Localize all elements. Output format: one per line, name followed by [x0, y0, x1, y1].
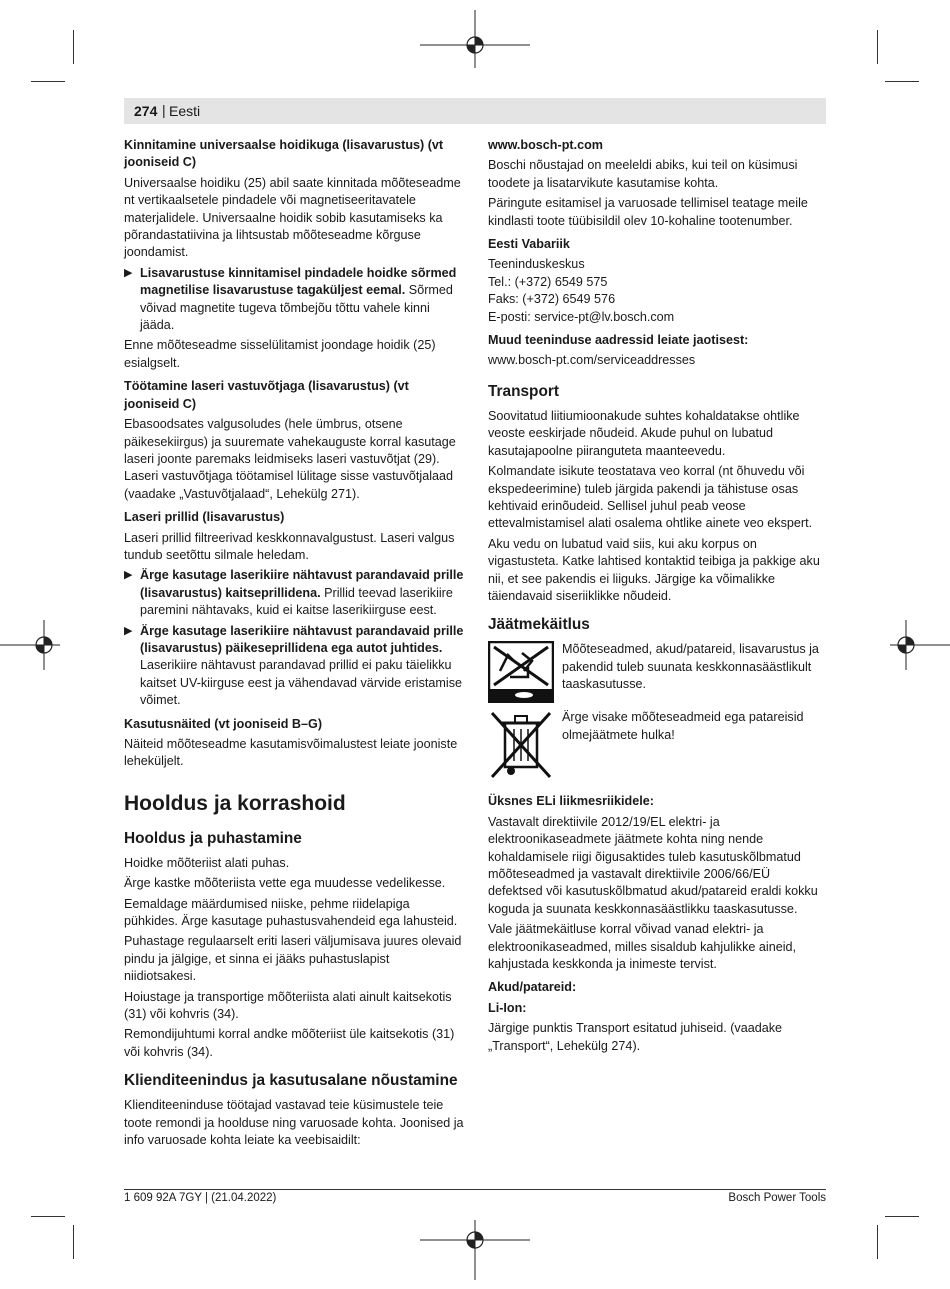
registration-mark-icon [420, 1210, 530, 1280]
batteries-title: Akud/patareid: [488, 980, 577, 995]
left-column [124, 137, 464, 1153]
crop-mark [31, 81, 65, 82]
crop-mark [885, 1216, 919, 1217]
bullet-arrow-icon: ▶ [124, 266, 133, 279]
crop-mark [73, 1225, 74, 1259]
paragraph: Boschi nõustajad on meeleldi abiks, kui teil on küsimusi toodete ja lisatarvikute kasutamise kohta. [488, 158, 798, 190]
paragraph: Eemaldage määrdumised niiske, pehme riidelapiga pühkides. Ärge kasutage puhastusvahendeid ega lahusteid. [124, 896, 458, 929]
page-number: 274 [134, 103, 158, 119]
paragraph: Enne mõõteseadme sisselülitamist joondage hoidik (25) esialgselt. [124, 338, 436, 370]
warning-text: Sõrmed võivad magnetite tugeva tõmbejõu tõttu vahele kinni jääda. [140, 283, 453, 333]
country-title: Eesti Vabariik [488, 237, 570, 252]
warning-bullet [124, 265, 464, 335]
crop-mark [877, 1225, 878, 1259]
paragraph: Kolmandate isikute teostatava veo korral (nt õhuvedu või ekspedeerimine) tuleb järgida pakendi ja tähistuse osas kehtivaid erinõudeid. Sellisel juhul peab veose ettevalmistamisel alati osalema ohtlike ainete veo ekspert. [488, 464, 813, 531]
heading-transport: Transport [488, 382, 559, 400]
paragraph: Klienditeeninduse töötajad vastavad teie küsimustele teie toote remondi ja hoolduse ning varuosade kohta. Joonised ja info varuosade kohta leiate ka veebisaidilt: [124, 1098, 464, 1148]
heading-disposal: Jäätmekäitlus [488, 616, 590, 634]
bullet-arrow-icon: ▶ [124, 624, 133, 637]
paragraph: Universaalse hoidiku (25) abil saate kinnitada mõõteseadme nt vertikaalsetele pindadele või magnetiseeritavatele materjalidele. Universaalne hoidik sobib kasutamiseks ka põrandastatiivina ja lihtsustab mõõteseadme kõrguse joondamist. [124, 175, 461, 260]
more-addresses-title: Muud teeninduse aadressid leiate jaotisest: [488, 333, 749, 348]
registration-mark-icon [420, 10, 530, 80]
weee-row [488, 709, 826, 781]
email-address: E-posti: service-pt@lv.bosch.com [488, 309, 675, 324]
paragraph: Laseri prillid filtreerivad keskkonnavalgustust. Laseri valgus tundub seetõttu silmale heledam. [124, 530, 455, 562]
warning-bullet [124, 623, 464, 710]
fax-number: Faks: (+372) 6549 576 [488, 292, 616, 307]
paragraph: Ärge visake mõõteseadmeid ega patareisid olmejäätmete hulka! [562, 710, 804, 742]
section-title-laser-glasses: Laseri prillid (lisavarustus) [124, 510, 285, 525]
warning-bold: Ärge kasutage laserikiire nähtavust parandavaid prille (lisavarustus) kaitseprillidena. [140, 568, 464, 600]
crop-mark [73, 30, 74, 64]
paragraph: Ebasoodsates valgusoludes (hele ümbrus, otsene päikesekiirgus) ja suuremate vahekauguste korral kasutage laseri joonte paremaks leidmiseks laseri vastuvõtjat (29). Laseri vastuvõtjaga töötamisel lülitage sisse vastuvõtjalaad (vaadake „Vastuvõtjalaad“, Lehekülg 271). [124, 417, 456, 501]
crossed-bin-icon [488, 709, 554, 781]
page-header [124, 98, 826, 124]
paragraph: Näiteid mõõteseadme kasutamisvõimalustest leiate jooniste leheküljelt. [124, 737, 458, 769]
crop-mark [31, 1216, 65, 1217]
phone-number: Tel.: (+372) 6549 575 [488, 274, 608, 289]
warning-bold: Lisavarustuse kinnitamisel pindadele hoidke sõrmed magnetilise lisavarustuse tagaküljest eemal. [140, 265, 457, 298]
recycling-icon [488, 641, 554, 703]
footer-brand: Bosch Power Tools [728, 1192, 826, 1204]
footer-divider [124, 1189, 826, 1190]
recycling-row [488, 641, 826, 703]
heading-maintenance: Hooldus ja korrashoid [124, 791, 346, 815]
heading-maintenance-cleaning: Hooldus ja puhastamine [124, 829, 302, 847]
eu-only-title: Üksnes ELi liikmesriikidele: [488, 794, 654, 809]
paragraph: Hoiustage ja transportige mõõteriista alati ainult kaitsekotis (31) või kohvris (34). [124, 989, 452, 1022]
warning-text: Laserikiire nähtavust parandavad prillid ei paku täielikku kaitset UV-kiirguse eest ja vähendavad värvide eristamise võimet. [140, 658, 462, 708]
paragraph: Puhastage regulaarselt eriti laseri väljumisava juures olevaid pindu ja jälgige, et sinna ei jääks puhastuslapist niidiotsakesi. [124, 934, 462, 984]
section-title-usage-examples: Kasutusnäited (vt jooniseid B–G) [124, 716, 323, 731]
footer-document-code: 1 609 92A 7GY | (21.04.2022) [124, 1192, 277, 1204]
paragraph: Vastavalt direktiivile 2012/19/EL elektri- ja elektroonikaseadmete jäätmete kohta ning nende kohaldamisele riigi õigusaktides tuleb kasutuskõlbmatud mõõteseadmed ja vastavalt direktiivile 2006/66/EÜ defektsed või kasutuskõlbmatud akud/patareid eraldi kokku koguda ja suunata keskkonnasäästlikku taaskasutusse. [488, 814, 818, 916]
bullet-arrow-icon: ▶ [124, 569, 133, 582]
paragraph: Päringute esitamisel ja varuosade tellimisel teatage meile kindlasti toote tüübisildil olev 10-kohaline tootenumber. [488, 196, 808, 228]
paragraph: Aku vedu on lubatud vaid siis, kui aku korpus on vigastusteta. Katke lahtised kontaktid teibiga ja pakkige aku nii, et see pakendis ei liiguks. Järgige ka võimalikke täiendavaid siseriiklikke nõudeid. [488, 536, 820, 603]
li-ion-title: Li-Ion: [488, 1000, 527, 1015]
website-title: www.bosch-pt.com [488, 138, 603, 152]
right-column [488, 137, 826, 1058]
registration-mark-icon [0, 610, 60, 680]
heading-customer-service: Klienditeenindus ja kasutusalane nõustamine [124, 1072, 458, 1090]
service-center: Teeninduskeskus [488, 257, 585, 272]
paragraph: Soovitatud liitiumioonakude suhtes kohaldatakse ohtlike veoste eeskirjade nõudeid. Akude puhul on lubatud kasutajapoolne piiranguteta maanteevedu. [488, 408, 800, 458]
paragraph: Ärge kastke mõõteriista vette ega muudesse vedelikesse. [124, 876, 446, 891]
warning-text: Prillid teevad laserikiire paremini nähtavaks, kuid ei kaitse laserikiirguse eest. [140, 585, 453, 618]
paragraph: Remondijuhtumi korral andke mõõteriist üle kaitsekotis (31) või kohvris (34). [124, 1027, 455, 1059]
registration-mark-icon [890, 610, 950, 680]
header-separator: | [162, 102, 166, 118]
paragraph: Mõõteseadmed, akud/patareid, lisavarustus ja pakendid tuleb suunata keskkonnasäästlikult taaskasutusse. [562, 642, 819, 692]
paragraph: Vale jäätmekäitluse korral võivad vanad elektri- ja elektroonikaseadmed, milles sisaldub kahjulikke aineid, kahjustada keskkonda ja inimeste tervist. [488, 922, 797, 971]
section-title-laser-receiver: Töötamine laseri vastuvõtjaga (lisavarustus) (vt jooniseid C) [124, 379, 409, 411]
crop-mark [877, 30, 878, 64]
warning-bullet [124, 567, 464, 619]
paragraph: Hoidke mõõteriist alati puhas. [124, 855, 290, 870]
service-addresses-url: www.bosch-pt.com/serviceaddresses [488, 353, 696, 368]
section-title-universal-holder: Kinnitamine universaalse hoidikuga (lisavarustus) (vt jooniseid C) [124, 138, 444, 170]
language-label: Eesti [169, 103, 201, 119]
paragraph: Järgige punktis Transport esitatud juhiseid. (vaadake „Transport“, Lehekülg 274). [488, 1021, 783, 1053]
warning-bold: Ärge kasutage laserikiire nähtavust parandavaid prille (lisavarustus) päikeseprillidena ega autot juhtides. [140, 623, 464, 655]
crop-mark [885, 81, 919, 82]
